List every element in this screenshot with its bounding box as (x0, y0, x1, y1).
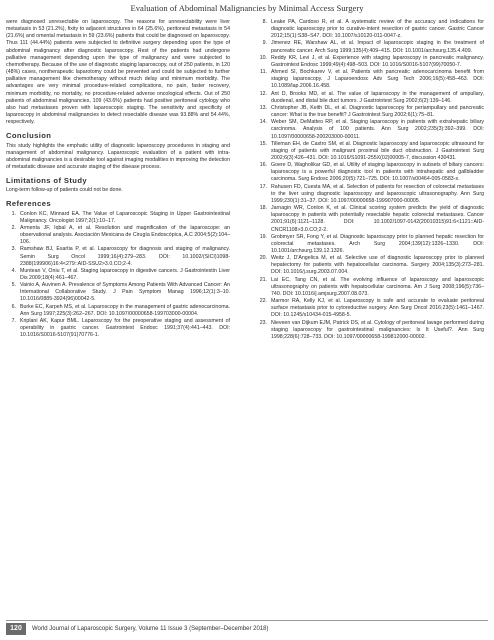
reference-text: Armenta JF, Iqbal A, et al. Resolution and magnification of the laparoscope: an observational analysis. Asociación Mexicana de Cirugía Endoscópica, A.C 2004;5(2):104–106. (20, 224, 230, 246)
reference-number: 22. (259, 298, 267, 305)
conclusion-heading: Conclusion (6, 131, 52, 141)
reference-text: Rahusen FD, Cuesta MA, et al. Selection of patients for resection of colorectal metastases to the liver using diagnostic laparoscopy and laparoscopic ultrasonography. Ann Surg 1999;230(1):31–37. DOI: 10.1097/00000658-199907000-00005. (271, 183, 484, 204)
reference-text: Reddy KR, Levi J, et al. Experience with staging laparoscopy in pancreatic malignancy. Gastrointest Endosc 1999;49(4):498–503. DOI: 10.1016/S0016-5107(99)70050-7. (271, 54, 484, 68)
reference-text: Goere D, Wagholikar GD, et al. Utility of staging laparoscopy in subsets of biliary cancers: laparoscopy is a powerful diagnostic tool in patients with intrahepatic and gallbladder carcinoma. Surg Endosc 2006;20(5):721–725. DOI: 10.1007/s00464-005-0583-x. (271, 162, 484, 183)
reference-number: 14. (259, 119, 267, 126)
reference-text: Kriplani AK, Kapur BML. Laparoscopy for the preoperative staging and assessment of operability in gastric cancer. Gastrointest Endosc 1991;37(4):441–443. DOI: 10.1016/S0016-5107(91)70776-1. (20, 317, 230, 339)
reference-item (256, 19, 484, 40)
limitations-text: Long-term follow-up of patients could not be done. (6, 187, 123, 194)
reference-text: Vainio A, Auvinen A. Prevalence of Symptoms Among Patients With Advanced Cancer: An International Collaborative Study. J Pain Symptom Manag 1996;12(1):3–10. 10.1016/0885-3924(96)00042-5. (20, 282, 230, 303)
reference-number: 11. (260, 69, 267, 76)
reference-number: 21. (259, 276, 267, 283)
reference-number: 12. (259, 90, 267, 97)
reference-item (256, 162, 484, 183)
reference-text: Marmor RA, Kelly KJ, et al. Laparoscopy is safe and accurate to evaluate peritoneal surface metastasis prior to cytoreductive surgery. Ann Surg Oncol 2016;23(5):1461–1467. DOI: 10.1245/s10434-015-4958-5. (271, 298, 484, 319)
reference-item (6, 268, 230, 282)
reference-number: 20. (259, 255, 267, 262)
reference-text: Christopher JB, Keith DL, et al. Diagnostic laparoscopy for periampullary and pancreatic cancer: What is the true benefit? J Gastrointest Surg 2002;6(1):75–81. (271, 104, 484, 119)
reference-text: Muntean V, Oniu T, et al. Staging laparoscopy in digestive cancers. J Gastrointestin Liver Dis 2009;18(4):461–467. (20, 267, 230, 281)
reference-text: Ramshaw BJ, Esartia P, et al. Laparoscopy for diagnosis and staging of malignancy. Semin Surg Oncol 1999;16(4):279–283. DOI: 10.1002/(SICI)1098-2388(199906)16:4<279::AID-SSU2>3.0.CO;2-4. (20, 246, 230, 267)
body-paragraph: were diagnosed unresectable on laparoscopy. The reasons for unresectability were liver metastasis in 53 (21.2%), fixity to adjacent structures in 64 (25.6%), peritoneal metastasis in 54 (21.6%) and omental metastasis in 59 (23.6%) patients that could be diagnosed on laparoscopy. Thus 111 (44.44%) patients were subjected to definitive surgery depending upon the type of abdominal malignancy after diagnostic laparoscopy. Rest of the patients had undergone palliative management depending upon the type of malignancy and were subjected to chemotherapy. Because of the use of diagnostic staging laparoscopy, out of 250 patients, in 120 (48%) cases, nontherapeutic laparotomy could be prevented and could be subjected to further palliative management like chemotherapy without much delay and minimum morbidity. The advantages are very minimal procedure-related complications, no pain, faster recovery, minimum morbidity, no mortality, no procedure-related adverse oncological effects. Out of 250 patients of abdominal malignancies, 109 (43.6%) patients had positive peritoneal cytology who also had metastases proven with laparoscopic staging. The sensitivity and specificity of laparoscopy in abdominal malignancies to detect resectable disease was 93.88% and 54.44%, respectively. (6, 19, 230, 126)
reference-item (256, 105, 484, 119)
reference-number: 16. (259, 162, 267, 169)
reference-number: 2. (11, 224, 16, 231)
reference-text: Jimenez RE, Warshaw AL, et al. Impact of laparoscopic staging in the treatment of pancreatic cancer. Arch Surg 1999;135(4):409–415. DOI: 10.1001/archsurg.135.4.409. (271, 40, 484, 54)
reference-number: 7. (11, 317, 16, 324)
reference-number: 17. (259, 183, 267, 190)
reference-number: 19. (259, 233, 267, 240)
reference-item (256, 298, 484, 319)
reference-number: 3. (11, 246, 16, 253)
running-header (0, 0, 494, 16)
reference-item (256, 234, 484, 255)
reference-number: 18. (259, 205, 267, 212)
reference-text: Ant D, Brooks MD, et al. The value of laparoscopy in the management of ampullary, duodenal, and distal bile duct tumors. J Gastrointest Surg 2002;6(2):139–146. (271, 90, 484, 104)
reference-item (256, 69, 484, 90)
reference-number: 1. (11, 210, 16, 217)
reference-item (256, 40, 484, 54)
reference-item (6, 318, 230, 339)
reference-text: Conlon KC, Minnard EA. The Value of Laparoscopic Staging in Upper Gastrointestinal Malignancy. Oncologist 1997;2(1):10–17. (20, 210, 230, 224)
reference-text: Tilleman EH, de Castro SM, et al. Diagnostic laparoscopy and laparoscopic ultrasound for staging of patients with malignant proximal bile duct obstruction. J Gastrointest Surg 2002;6(3):426–431. DOI: 10.1016/S1091-255X(02)00005-7, discussion 430431. (271, 140, 484, 161)
running-title: Evaluation of Abdominal Malignancies by Minimal Access Surgery (130, 3, 364, 13)
conclusion-text: This study highlights the emphatic utility of diagnostic laparoscopy procedures in staging and management of abdominal malignancy. Laparoscopic evaluation of a patient with intra-abdominal malignancies is a desirable tool against imaging modalities in improving the detection of metastatic disease and accurate staging of the disease process. (6, 142, 230, 170)
reference-text: Ahmed SI, Bochkarev V, et al. Patients with pancreatic adenocarcinoma benefit from staging laparoscopy. J Laparoendosc Adv Surg Tech 2006;16(5):458–463. DOI: 10.1089/lap.2006.16.458. (271, 69, 484, 90)
reference-item (6, 246, 230, 267)
reference-text: Lai EC, Tang CN, et al. The evolving influence of laparoscopy and laparoscopic ultrasonography on patients with hepatocellular carcinoma. Am J Surg 2008;196(5):736–740. DOI: 10.1016/j.amjsurg.2007.08.073. (271, 276, 484, 297)
reference-item (256, 119, 484, 140)
reference-text: Burke EC, Karpeh MS, et al. Laparoscopy in the management of gastric adenocarcinoma. Ann Surg 1997;225(3):262–267. DOI: 10.1097/00000658-199703000-00004. (20, 303, 230, 317)
reference-item (256, 91, 484, 105)
reference-item (256, 55, 484, 69)
reference-text: Jarnagin WR, Conlon K, et al. Clinical scoring system predicts the yield of diagnostic laparoscopy in patients with potentially resectable hepatic colorectal metastases. Cancer 2001;91(6):1121–1128. DOI: 10.1002/1097-0142(20010315)91:6<1121::AID-CNCR1108>3.0.CO;2-2. (271, 205, 484, 233)
left-column (6, 19, 230, 339)
reference-number: 8. (262, 19, 267, 25)
reference-text: Grobmyer SR, Fong Y, et al. Diagnostic laparoscopy prior to planned hepatic resection for colorectal metastases. Arch Surg 2004;139(12):1326–1330. DOI: 10.1001/archsurg.139.12.1326. (271, 233, 484, 254)
page-number: 120 (6, 623, 26, 635)
reference-number: 9. (262, 40, 267, 47)
reference-text: Leake PA, Cardoso R, et al. A systematic review of the accuracy and indications for diagnostic laparoscopy prior to curative-intent resection of gastric cancer. Gastric Cancer 2012;15(1):S38–S47. DOI: 10.1007/s10120-011-0047-z. (271, 19, 484, 40)
reference-number: 13. (259, 104, 267, 111)
reference-item (6, 225, 230, 246)
reference-item (6, 304, 230, 318)
reference-text: Weitz J, D'Angelica M, et al. Selective use of diagnostic laparoscopy prior to planned hepatectomy for patients with hepatocellular carcinoma. Surgery 2004;135(3):273–281. DOI: 10.1016/j.surg.2003.07.004. (271, 255, 484, 276)
reference-item (6, 282, 230, 303)
reference-number: 10. (259, 54, 267, 61)
reference-number: 23. (259, 319, 267, 326)
reference-item (256, 320, 484, 341)
reference-item (256, 184, 484, 205)
reference-item (256, 255, 484, 276)
reference-text: Weber SM, DeMatteo RP, et al. Staging laparoscopy in patients with extrahepatic biliary carcinoma. Analysis of 100 patients. Ann Surg 2002;235(3):392–399. DOI: 10.1097/00000658-200203000-00011. (271, 119, 484, 140)
journal-citation: World Journal of Laparoscopic Surgery, Volume 11 Issue 3 (September–December 2018) (32, 626, 269, 632)
reference-number: 4. (11, 267, 16, 274)
page-footer (6, 621, 488, 637)
reference-text: Nieveen van Dijkum EJM, Patrick DS, et al. Cytology of peritoneal lavage performed during staging laparoscopy for gastrointestinal malignancies: Is It Useful?. Ann Surg 1998;228(6):728–733. DOI: 10.1097/00000658-199812000-00002. (271, 319, 484, 340)
reference-item (6, 211, 230, 225)
reference-number: 6. (11, 303, 16, 310)
limitations-heading: Limitations of Study (6, 176, 87, 186)
reference-number: 15. (259, 140, 267, 147)
reference-list-right (256, 19, 484, 341)
reference-item (256, 141, 484, 162)
reference-list-left (6, 211, 230, 340)
references-heading: References (6, 199, 51, 209)
right-column (256, 19, 484, 341)
reference-number: 5. (11, 282, 16, 289)
reference-item (256, 277, 484, 298)
reference-item (256, 205, 484, 234)
